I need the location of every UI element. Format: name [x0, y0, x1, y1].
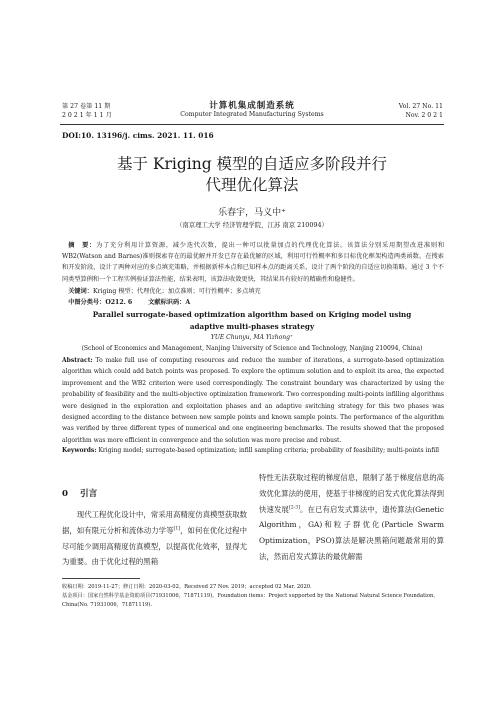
affiliation: （南京理工大学 经济管理学院，江苏 南京 210094） — [176, 221, 328, 229]
clc-value: O212. 6 — [105, 299, 133, 306]
body-column-left — [62, 507, 247, 570]
keywords-en-label: Keywords: — [62, 447, 97, 454]
document-code — [148, 299, 190, 306]
body-right-text-b: 。在已有启发式算法中，遗传算法(Genetic Algorithm，GA)和粒子群优化(Particle Swarm Optimization，PSO)算法是解决黑箱问题最常用的算法，然而启发式算法的最优解需 — [259, 504, 444, 561]
title-line-1: 基于 Kriging 模型的自适应多阶段并行 — [116, 155, 388, 173]
keywords-zh — [62, 286, 444, 297]
abstract-en-text: To make full use of computing resources and reduce the number of iterations, a surrogate-based optimization algorithm which could add batch points was proposed. To explore the optimum solution and to exploit its area, the expected improvement and the WB2 criterion were used correspondingly. The constraint boundary was characterized by using the probability of feasibility and the multi-objective optimization framework. Two corresponding multi-points infilling algorithms were designed in the exploration and exploitation phases and an adaptive switching strategy for this two phases was designed according to the distance between new sample points and known sample points. The performance of the algorithm was verified by three different types of numerical and one engineering benchmarks. The results showed that the proposed algorithm was more efficient in convergence and the solution was more precise and robust. — [62, 357, 444, 444]
date-en: Nov. 2 0 2 1 — [405, 111, 443, 119]
journal-name-zh: 计算机集成制造系统 — [209, 101, 295, 111]
abstract-zh-text: 为了充分利用计算资源，减少迭代次数，提出一种可以批量加点的代理优化算法。该算法分别采用期望改进准则和 WB2(Watson and Barnes)准则探索存在的最优解并开发已存在最优解的区域，利用可行性概率和多目标优化框架构造两类函数。在搜索和开发阶段，设计了两种对应的多点填充策略，并根据新样本点和已知样本点的距离关系，设计了两个阶段的自适应切换策略。通过 3 个不同类型算例和一个工程实例验证算法性能，结果表明，该算法收敛更快，其结果具有较好的精确性和稳健性。 — [62, 242, 445, 283]
title-line-2: 代理优化算法 — [205, 176, 299, 194]
volume-zh: 第 27 卷第 11 期 — [62, 103, 111, 110]
doc-value: A — [185, 299, 191, 306]
abstract-en — [62, 355, 444, 446]
date-zh: 2 0 2 1 年 1 1 月 — [62, 111, 112, 119]
section-title: 引言 — [79, 489, 98, 499]
footnote-rule — [62, 578, 140, 579]
english-authors: YUE Chunyu, MA Yizhong⁺ — [210, 334, 294, 341]
keywords-zh-text: Kriging 模型；代理优化；加点准则；可行性概率；多点填充 — [92, 288, 261, 295]
keywords-en — [62, 445, 444, 456]
paper-title — [0, 154, 504, 196]
footnote-received: 收稿日期：2019-11-27；修订日期：2020-03-02。Received 27 Nov. 2019；accepted 02 Mar. 2020. — [62, 584, 312, 590]
clc-code — [68, 299, 132, 306]
body-left-text-a: 现代工程优化设计中，常采用高精度仿真模型获取数据，如有限元分析和流体动力学等 — [62, 510, 247, 535]
doi[interactable]: DOI:10. 13196/j. cims. 2021. 11. 016 — [62, 131, 214, 140]
keywords-en-text: Kriging model; surrogate-based optimization; infill sampling criteria; probability of feasibility; multi-points infill — [96, 447, 440, 454]
running-header-right — [399, 103, 443, 120]
english-title-line-2: adaptive multi-phases strategy — [189, 321, 315, 331]
section-heading — [62, 487, 97, 499]
doc-label: 文献标识码： — [148, 299, 186, 306]
volume-en: Vol. 27 No. 11 — [398, 103, 443, 110]
english-title-line-1: Parallel surrogate-based optimization algorithm based on Kriging model using — [92, 310, 412, 319]
footnote-fund: 基金项目：国家自然科学基金资助项目(71931006，71871119)。Foundation items：Project supported by the National Natural Science Foundation，China(No. 71931006，71871119). — [62, 593, 439, 608]
clc-label: 中图分类号： — [68, 299, 106, 306]
body-left-text-b: ，如何在优化过程中尽可能少调用高精度仿真模型，以提高优化效率，显得尤为重要。由于优化过程的黑箱 — [62, 525, 247, 567]
journal-name-en: Computer Integrated Manufacturing Systems — [180, 111, 324, 118]
english-affiliation: (School of Economics and Management, Nanjing University of Science and Technology, Nanjing 210094, China) — [81, 345, 423, 352]
citation-2-3[interactable]: [2-3] — [288, 505, 300, 511]
abstract-en-label: Abstract: — [62, 357, 93, 364]
body-column-right — [259, 470, 444, 565]
classification — [62, 297, 444, 308]
body-right-text-a: 特性无法获取过程的梯度信息，限制了基于梯度信息的高效优化算法的使用，使基于非梯度的启发式优化算法得到快速发展 — [259, 473, 444, 514]
abstract-zh-label: 摘 要： — [68, 242, 97, 249]
abstract-zh — [62, 240, 444, 285]
section-number: 0 — [62, 489, 68, 499]
header-rule — [60, 124, 444, 125]
citation-1[interactable]: [1] — [173, 526, 181, 532]
english-title — [0, 309, 504, 332]
keywords-zh-label: 关键词： — [68, 288, 93, 295]
authors: 乐春宇，马义中⁺ — [218, 208, 286, 218]
